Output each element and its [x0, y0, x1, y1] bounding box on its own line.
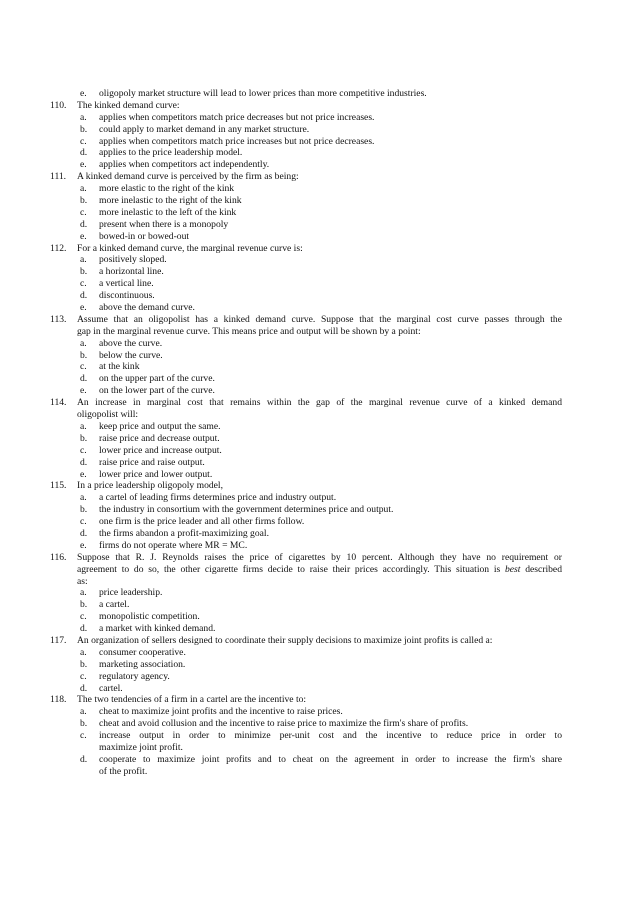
- option-text: discontinuous.: [99, 290, 155, 302]
- option-text: applies when competitors act independently.: [99, 159, 270, 171]
- question-stem: For a kinked demand curve, the marginal revenue curve is:: [77, 242, 303, 254]
- option-text: on the lower part of the curve.: [99, 385, 215, 397]
- option-letter: c.: [80, 730, 87, 742]
- question-number: 115.: [50, 480, 67, 492]
- option-text: at the kink: [99, 361, 140, 373]
- option-text: price leadership.: [99, 587, 163, 599]
- option-line: [0, 124, 638, 136]
- question-stem: A kinked demand curve is perceived by the firm as being:: [77, 171, 299, 183]
- option-text: a horizontal line.: [99, 266, 164, 278]
- option-line: [0, 623, 638, 635]
- option-letter: d.: [80, 218, 88, 230]
- option-line: [0, 88, 638, 100]
- option-letter: c.: [80, 670, 87, 682]
- option-text: the industry in consortium with the government determines price and output.: [99, 504, 394, 516]
- option-letter: e.: [80, 468, 87, 480]
- option-letter: c.: [80, 278, 87, 290]
- option-text: a vertical line.: [99, 278, 154, 290]
- option-text: lower price and lower output.: [99, 468, 213, 480]
- question-number: 113.: [50, 313, 67, 325]
- option-line: [0, 231, 638, 243]
- document-page: [0, 88, 638, 778]
- question-stem: The kinked demand curve:: [77, 99, 180, 111]
- option-line: [0, 136, 638, 148]
- option-letter: d.: [80, 456, 88, 468]
- question-number: 117.: [50, 634, 67, 646]
- option-text: keep price and output the same.: [99, 420, 221, 432]
- option-line: [0, 373, 638, 385]
- option-text: more inelastic to the right of the kink: [99, 195, 242, 207]
- option-line: [0, 599, 638, 611]
- option-text: present when there is a monopoly: [99, 218, 229, 230]
- option-line: [0, 112, 638, 124]
- option-continuation-line: [0, 766, 638, 778]
- option-line: [0, 647, 638, 659]
- option-line: [0, 706, 638, 718]
- option-line: [0, 683, 638, 695]
- option-letter: a.: [80, 254, 87, 266]
- option-line: [0, 445, 638, 457]
- option-letter: c.: [80, 206, 87, 218]
- question-number: 112.: [50, 242, 67, 254]
- option-text: positively sloped.: [99, 254, 167, 266]
- option-text: one firm is the price leader and all other firms follow.: [99, 516, 305, 528]
- option-line: [0, 469, 638, 481]
- option-line: [0, 338, 638, 350]
- option-line: [0, 659, 638, 671]
- question-stem-line: [0, 564, 638, 576]
- option-letter: c.: [80, 361, 87, 373]
- option-letter: d.: [80, 373, 88, 385]
- option-line: [0, 278, 638, 290]
- option-line: [0, 457, 638, 469]
- option-text: a cartel of leading firms determines price and industry output.: [99, 492, 337, 504]
- option-letter: e.: [80, 539, 87, 551]
- option-text: oligopoly market structure will lead to lower prices than more competitive industries.: [99, 88, 427, 99]
- question-number: 110.: [50, 99, 67, 111]
- option-letter: b.: [80, 599, 88, 611]
- question-stem-line: [0, 397, 638, 409]
- question-stem: The two tendencies of a firm in a cartel are the incentive to:: [77, 694, 307, 706]
- option-letter: e.: [80, 230, 87, 242]
- option-letter: d.: [80, 682, 88, 694]
- option-letter: c.: [80, 611, 87, 623]
- option-text: above the curve.: [99, 337, 163, 349]
- option-line: [0, 302, 638, 314]
- option-letter: b.: [80, 718, 88, 730]
- question-number: 111.: [50, 171, 67, 183]
- option-letter: b.: [80, 349, 88, 361]
- option-line: [0, 159, 638, 171]
- option-line: [0, 183, 638, 195]
- question-stem-line: [0, 635, 638, 647]
- question-stem-line: [0, 409, 638, 421]
- option-line: [0, 219, 638, 231]
- option-line: [0, 516, 638, 528]
- option-text: on the upper part of the curve.: [99, 373, 215, 385]
- option-text: applies to the price leadership model.: [99, 147, 243, 159]
- option-letter: c.: [80, 444, 87, 456]
- question-stem: An organization of sellers designed to coordinate their supply decisions to maximize joint profits is called a:: [77, 634, 493, 646]
- option-line: [0, 754, 638, 766]
- option-text: cartel.: [99, 682, 123, 694]
- question-stem-line: [0, 100, 638, 112]
- option-letter: e.: [80, 385, 87, 397]
- option-text: above the demand curve.: [99, 302, 195, 314]
- question-stem: gap in the marginal revenue curve. This means price and output will be shown by a point:: [77, 325, 421, 337]
- option-text: a cartel.: [99, 599, 130, 611]
- option-letter: d.: [80, 147, 88, 159]
- option-text: bowed-in or bowed-out: [99, 230, 190, 242]
- option-line: [0, 528, 638, 540]
- option-line: [0, 361, 638, 373]
- option-letter: b.: [80, 266, 88, 278]
- option-text: monopolistic competition.: [99, 611, 200, 623]
- option-letter: e.: [80, 302, 87, 314]
- option-letter: a.: [80, 420, 87, 432]
- question-number: 114.: [50, 397, 67, 409]
- option-text: below the curve.: [99, 349, 163, 361]
- question-stem: oligopolist will:: [77, 409, 139, 421]
- option-letter: b.: [80, 123, 88, 135]
- question-stem: An increase in marginal cost that remains within the gap of the marginal revenue curve of a kinked demand: [77, 397, 562, 409]
- option-letter: d.: [80, 290, 88, 302]
- option-line: [0, 433, 638, 445]
- option-text: raise price and raise output.: [99, 456, 205, 468]
- option-text: more inelastic to the left of the kink: [99, 206, 237, 218]
- option-letter: b.: [80, 432, 88, 444]
- option-line: [0, 540, 638, 552]
- option-letter: a.: [80, 587, 87, 599]
- option-line: [0, 730, 638, 742]
- question-stem-line: [0, 576, 638, 588]
- option-text: raise price and decrease output.: [99, 432, 220, 444]
- option-letter: a.: [80, 646, 87, 658]
- option-text: cheat to maximize joint profits and the incentive to raise prices.: [99, 706, 343, 718]
- option-letter: a.: [80, 706, 87, 718]
- option-line: [0, 385, 638, 397]
- option-letter: c.: [80, 516, 87, 528]
- question-number: 116.: [50, 551, 67, 563]
- question-stem-line: [0, 314, 638, 326]
- question-stem-line: [0, 480, 638, 492]
- option-line: [0, 195, 638, 207]
- option-line: [0, 266, 638, 278]
- question-stem-line: [0, 243, 638, 255]
- question-stem-line: [0, 171, 638, 183]
- option-line: [0, 671, 638, 683]
- option-text-continued: of the profit.: [99, 765, 148, 777]
- option-text: could apply to market demand in any market structure.: [99, 123, 310, 135]
- option-text: cheat and avoid collusion and the incentive to raise price to maximize the firm's share of profits.: [99, 718, 469, 730]
- question-stem-line: [0, 552, 638, 564]
- option-line: [0, 492, 638, 504]
- option-letter: a.: [80, 111, 87, 123]
- option-letter: d.: [80, 623, 88, 635]
- option-line: [0, 421, 638, 433]
- option-text: increase output in order to minimize per-unit cost and the incentive to reduce price in order to: [99, 730, 562, 742]
- option-text: a market with kinked demand.: [99, 623, 216, 635]
- option-text: marketing association.: [99, 658, 186, 670]
- option-text: cooperate to maximize joint profits and to cheat on the agreement in order to increase the firm's share: [99, 753, 562, 765]
- option-letter: e.: [80, 159, 87, 171]
- option-letter: a.: [80, 492, 87, 504]
- option-line: [0, 147, 638, 159]
- question-stem: agreement to do so, the other cigarette firms decide to raise their prices accordingly. This situation is best described: [77, 563, 562, 575]
- option-text: consumer cooperative.: [99, 646, 186, 658]
- option-letter: b.: [80, 504, 88, 516]
- option-text: regulatory agency.: [99, 670, 170, 682]
- question-number: 118.: [50, 694, 67, 706]
- option-letter: d.: [80, 753, 88, 765]
- option-text: the firms abandon a profit-maximizing goal.: [99, 527, 269, 539]
- option-line: [0, 587, 638, 599]
- option-line: [0, 504, 638, 516]
- option-text: applies when competitors match price decreases but not price increases.: [99, 111, 375, 123]
- option-letter: b.: [80, 195, 88, 207]
- option-text: more elastic to the right of the kink: [99, 183, 235, 195]
- option-letter: a.: [80, 337, 87, 349]
- option-text: applies when competitors match price increases but not price decreases.: [99, 135, 375, 147]
- question-stem: Assume that an oligopolist has a kinked demand curve. Suppose that the marginal cost curve passes through the: [77, 313, 562, 325]
- option-continuation-line: [0, 742, 638, 754]
- question-stem-line: [0, 326, 638, 338]
- option-line: [0, 207, 638, 219]
- option-line: [0, 350, 638, 362]
- option-letter: e.: [80, 88, 87, 99]
- option-line: [0, 290, 638, 302]
- option-text: firms do not operate where MR = MC.: [99, 539, 248, 551]
- question-stem: Suppose that R. J. Reynolds raises the price of cigarettes by 10 percent. Although they have no requirement or: [77, 551, 562, 563]
- option-text: lower price and increase output.: [99, 444, 222, 456]
- option-line: [0, 611, 638, 623]
- question-stem: In a price leadership oligopoly model,: [77, 480, 223, 492]
- question-stem-line: [0, 694, 638, 706]
- option-letter: d.: [80, 527, 88, 539]
- question-stem: as:: [77, 575, 88, 587]
- option-letter: b.: [80, 658, 88, 670]
- option-letter: c.: [80, 135, 87, 147]
- option-letter: a.: [80, 183, 87, 195]
- option-line: [0, 718, 638, 730]
- option-line: [0, 254, 638, 266]
- option-text-continued: maximize joint profit.: [99, 741, 183, 753]
